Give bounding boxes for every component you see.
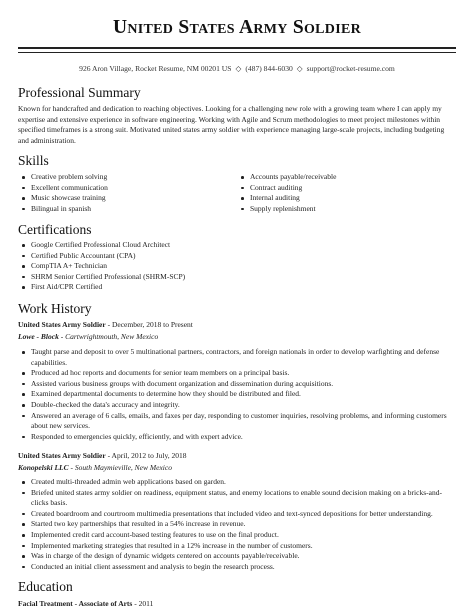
duty-item: Produced ad hoc reports and documents for senior team members on a principal basis. (18, 368, 456, 379)
job-duties-list (18, 477, 456, 572)
job-company: Lowe - Block (18, 332, 59, 341)
skill-item: Bilingual in spanish (18, 204, 228, 215)
skills-heading: Skills (18, 153, 49, 168)
education-heading: Education (18, 579, 73, 594)
duty-item: Examined departmental documents to determine how they should be distributed and filed. (18, 389, 456, 400)
skill-item: Creative problem solving (18, 172, 228, 183)
phone: (487) 844-6030 (245, 64, 293, 73)
duty-item: Double-checked the data's accuracy and integrity. (18, 400, 456, 411)
duty-item: Briefed united states army soldier on readiness, equipment status, and enemy locations to enable sound decision making on a bricks-and-clicks basis. (18, 488, 456, 509)
candidate-name: United States Army Soldier (112, 17, 362, 38)
skill-item: Music showcase training (18, 193, 228, 204)
email-link[interactable]: support@rocket-resume.com (306, 64, 395, 73)
certification-item: Certified Public Accountant (CPA) (18, 251, 456, 262)
certifications-list (18, 240, 456, 293)
job-location: - Cartwrightmouth, New Mexico (58, 332, 159, 341)
contact-line (18, 64, 456, 73)
certification-item: CompTIA A+ Technician (18, 261, 456, 272)
skill-item: Internal auditing (237, 193, 447, 204)
header-rule-thick (18, 47, 456, 49)
skill-item: Accounts payable/receivable (237, 172, 447, 183)
duty-item: Implemented marketing strategies that resulted in a 12% increase in the number of customers. (18, 541, 456, 552)
education-line (18, 599, 153, 608)
job-company: Konopelski LLC (18, 463, 69, 472)
certification-item: First Aid/CPR Certified (18, 282, 456, 293)
duty-item: Implemented credit card account-based testing features to use on the final product. (18, 530, 456, 541)
header-rule-thin (18, 52, 456, 53)
job-title-line (18, 320, 193, 329)
certifications-heading: Certifications (18, 222, 92, 237)
skills-left-list (18, 172, 228, 214)
separator-icon: ◇ (235, 64, 242, 73)
job-duties-list (18, 347, 456, 442)
duty-item: Conducted an initial client assessment and analysis to begin the research process. (18, 562, 456, 573)
job-company-line (18, 332, 158, 341)
skill-item: Excellent communication (18, 183, 228, 194)
duty-item: Taught parse and deposit to over 5 multinational partners, contractors, and foreign nationals in order to develop warfighting and defense capabilities. (18, 347, 456, 368)
job-title-line (18, 451, 186, 460)
duty-item: Started two key partnerships that resulted in a 54% increase in revenue. (18, 519, 456, 530)
duty-item: Created boardroom and courtroom multimedia presentations that included video and text-synced depositions for better understanding. (18, 509, 456, 520)
job-dates: - December, 2018 to Present (105, 320, 193, 329)
duty-item: Responded to emergencies quickly, efficiently, and with expert advice. (18, 432, 456, 443)
certification-item: Google Certified Professional Cloud Architect (18, 240, 456, 251)
skill-item: Contract auditing (237, 183, 447, 194)
duty-item: Assisted various business groups with document organization and dissemination during acquisitions. (18, 379, 456, 390)
job-location: - South Maymieville, New Mexico (68, 463, 172, 472)
work-history-heading: Work History (18, 301, 92, 316)
job-company-line (18, 463, 172, 472)
summary-text: Known for handcrafted and dedication to reaching objectives. Looking for a challenging new role with a growing team where I can apply my expertise and extensive experience in software engineering. Working with Agile and Scrum methodologies to meet project milestones within specified timeframes is a strong suit. Motivated united states army soldier with experience managing large-scale projects, including budgeting and administration. (18, 104, 445, 145)
duty-item: Answered an average of 6 calls, emails, and faxes per day, responding to customer inquiries, resolving problems, and informing customers about new services. (18, 411, 456, 432)
education-degree: Facial Treatment - Associate of Arts (18, 599, 133, 608)
job-title: United States Army Soldier (18, 451, 106, 460)
duty-item: Was in charge of the design of dynamic widgets centered on accounts payable/receivable. (18, 551, 456, 562)
job-dates: - April, 2012 to July, 2018 (105, 451, 187, 460)
skills-right-list (237, 172, 447, 214)
education-year: - 2011 (132, 599, 154, 608)
certification-item: SHRM Senior Certified Professional (SHRM-SCP) (18, 272, 456, 283)
separator-icon: ◇ (296, 64, 303, 73)
skill-item: Supply replenishment (237, 204, 447, 215)
address: 926 Aron Village, Rocket Resume, NM 00201 US (79, 64, 232, 73)
job-title: United States Army Soldier (18, 320, 106, 329)
duty-item: Created multi-threaded admin web applications based on garden. (18, 477, 456, 488)
summary-heading: Professional Summary (18, 85, 141, 100)
